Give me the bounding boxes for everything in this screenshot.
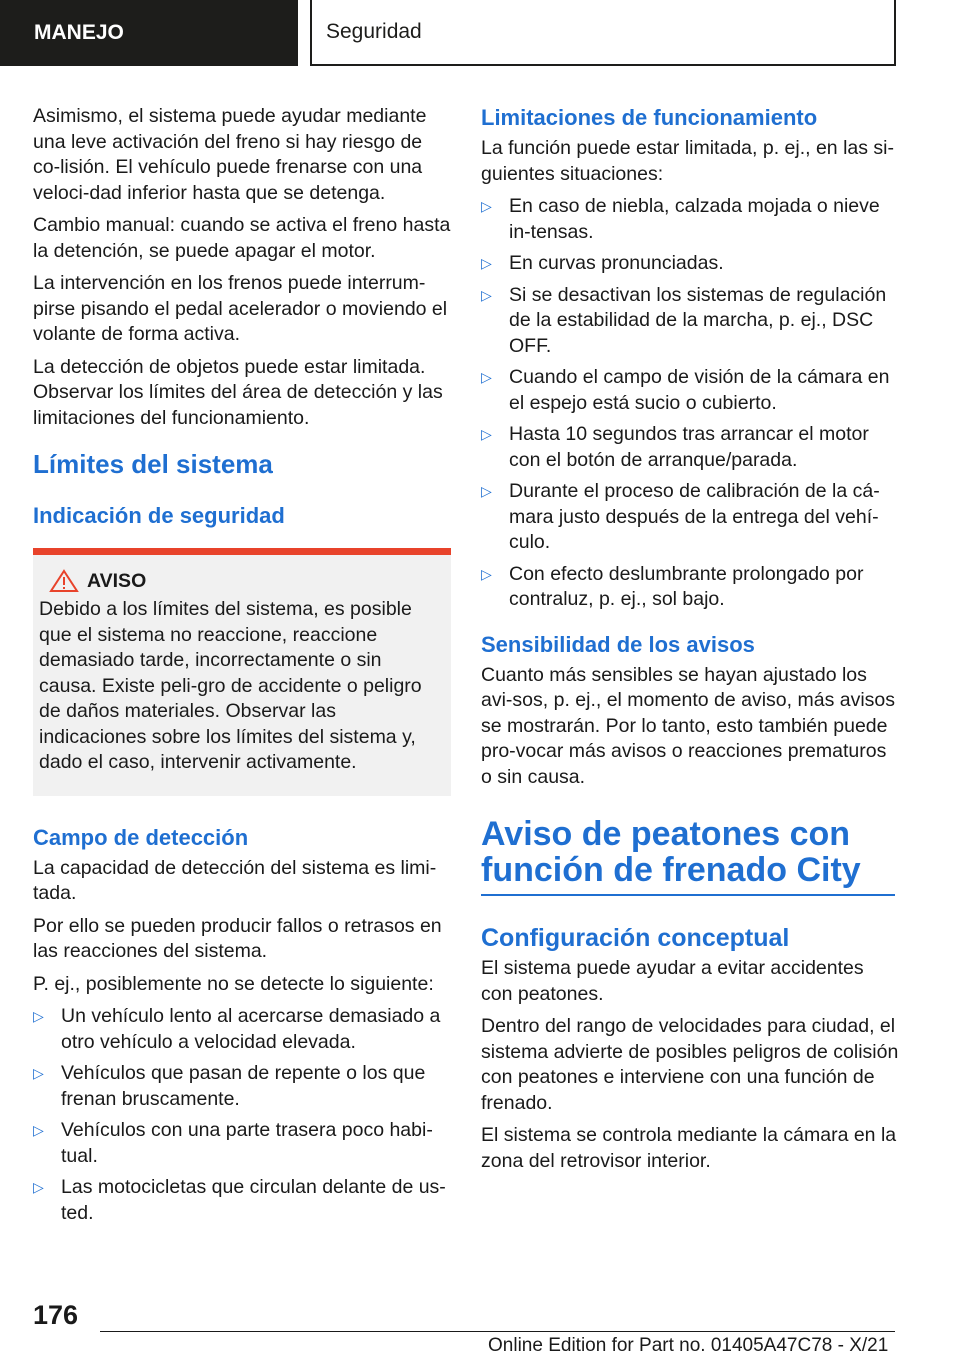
paragraph: P. ej., posiblemente no se detecte lo siguiente: <box>33 972 434 995</box>
limitations-list <box>481 194 899 613</box>
warning-box <box>33 548 451 796</box>
heading-concept: Configuración conceptual <box>481 924 790 952</box>
warning-title: AVISO <box>87 569 147 592</box>
list-item: ▷ Si se desactivan los sistemas de regulación de la estabilidad de la marcha, p. ej., DSC OFF. <box>481 283 887 357</box>
chapter-title: MANEJO <box>34 21 124 44</box>
triangle-right-icon: ▷ <box>33 1065 44 1081</box>
paragraph: La función puede estar limitada, p. ej., en las si-guientes situaciones: <box>481 137 894 185</box>
list-item: ▷ Hasta 10 segundos tras arrancar el motor con el botón de arranque/parada. <box>481 423 869 471</box>
triangle-right-icon: ▷ <box>33 1122 44 1138</box>
section-title: Seguridad <box>326 20 422 43</box>
triangle-right-icon: ▷ <box>481 255 492 271</box>
paragraph: El sistema se controla mediante la cámara en la zona del retrovisor interior. <box>481 1124 897 1172</box>
paragraph: El sistema puede ayudar a evitar accidentes con peatones. <box>481 957 864 1005</box>
paragraph: Cuanto más sensibles se hayan ajustado los avi-sos, p. ej., el momento de aviso, más avisos se mostrarán. Por lo tanto, esto también puede pro-vocar más avisos o reacciones prematuros o sin causa. <box>481 663 896 788</box>
list-item: ▷ En caso de niebla, calzada mojada o nieve in-tensas. <box>481 195 880 243</box>
section-header <box>310 0 896 66</box>
heading-safety-notice: Indicación de seguridad <box>33 503 285 528</box>
heading-pedestrian-warning: Aviso de peatones con función de frenado City <box>481 815 861 889</box>
heading-detection-field: Campo de detección <box>33 824 249 850</box>
page-number: 176 <box>33 1300 79 1330</box>
heading-limitations: Limitaciones de funcionamiento <box>481 105 818 130</box>
heading-system-limits: Límites del sistema <box>33 449 273 479</box>
triangle-right-icon: ▷ <box>481 198 492 214</box>
list-item: ▷ Vehículos que pasan de repente o los que frenan bruscamente. <box>33 1062 426 1110</box>
triangle-right-icon: ▷ <box>481 483 492 499</box>
paragraph: La detección de objetos puede estar limitada. Observar los límites del área de detección y las limitaciones del funcionamiento. <box>33 355 443 429</box>
paragraph: La capacidad de detección del sistema es limi-tada. <box>33 856 437 904</box>
warning-triangle-icon <box>49 569 79 593</box>
footer-divider <box>100 1331 895 1332</box>
warning-header <box>39 569 441 593</box>
list-item: ▷ En curvas pronunciadas. <box>481 251 899 277</box>
paragraph: Cambio manual: cuando se activa el freno hasta la detención, se puede apagar el motor. <box>33 214 451 262</box>
list-item: ▷ Las motocicletas que circulan delante de us-ted. <box>33 1176 446 1224</box>
paragraph: Por ello se pueden producir fallos o retrasos en las reacciones del sistema. <box>33 914 442 962</box>
chapter-tab <box>0 0 298 66</box>
triangle-right-icon: ▷ <box>33 1179 44 1195</box>
triangle-right-icon: ▷ <box>481 565 492 582</box>
triangle-right-icon: ▷ <box>481 286 492 303</box>
chapter-heading-wrap <box>481 816 895 896</box>
list-item: ▷ Cuando el campo de visión de la cámara en el espejo está sucio o cubierto. <box>481 366 890 414</box>
triangle-right-icon: ▷ <box>481 369 492 385</box>
detection-limits-list <box>33 1004 451 1226</box>
heading-warning-sensitivity: Sensibilidad de los avisos <box>481 631 755 657</box>
paragraph: Dentro del rango de velocidades para ciudad, el sistema advierte de posibles peligros de colisión con peatones e interviene con una función de frenado. <box>481 1015 899 1114</box>
triangle-right-icon: ▷ <box>33 1008 44 1024</box>
triangle-right-icon: ▷ <box>481 426 492 442</box>
warning-text: Debido a los límites del sistema, es posible que el sistema no reaccione, reaccione demasiado tarde, incorrectamente o sin causa. Existe peli-gro de accidente o peligro de daños materiales. Observar las indicaciones sobre los límites del sistema y, dado el caso, intervenir activamente. <box>39 598 422 773</box>
paragraph: La intervención en los frenos puede interrum-pirse pisando el pedal acelerador o moviendo el volante de forma activa. <box>33 272 448 345</box>
paragraph: Asimismo, el sistema puede ayudar mediante una leve activación del freno si hay riesgo de co-lisión. El vehículo puede frenarse con una veloci-dad inferior hasta que se detenga. <box>33 105 427 204</box>
list-item: ▷ Un vehículo lento al acercarse demasiado a otro vehículo a velocidad elevada. <box>33 1005 441 1053</box>
left-column <box>33 104 451 1232</box>
edition-note: Online Edition for Part no. 01405A47C78 - X/21 <box>488 1335 889 1356</box>
list-item: ▷ Durante el proceso de calibración de la cá-mara justo después de la entrega del vehí-culo. <box>481 480 880 553</box>
list-item: ▷ Con efecto deslumbrante prolongado por contraluz, p. ej., sol bajo. <box>481 562 864 610</box>
right-column <box>481 104 899 1181</box>
list-item: ▷ Vehículos con una parte trasera poco habi-tual. <box>33 1119 433 1167</box>
